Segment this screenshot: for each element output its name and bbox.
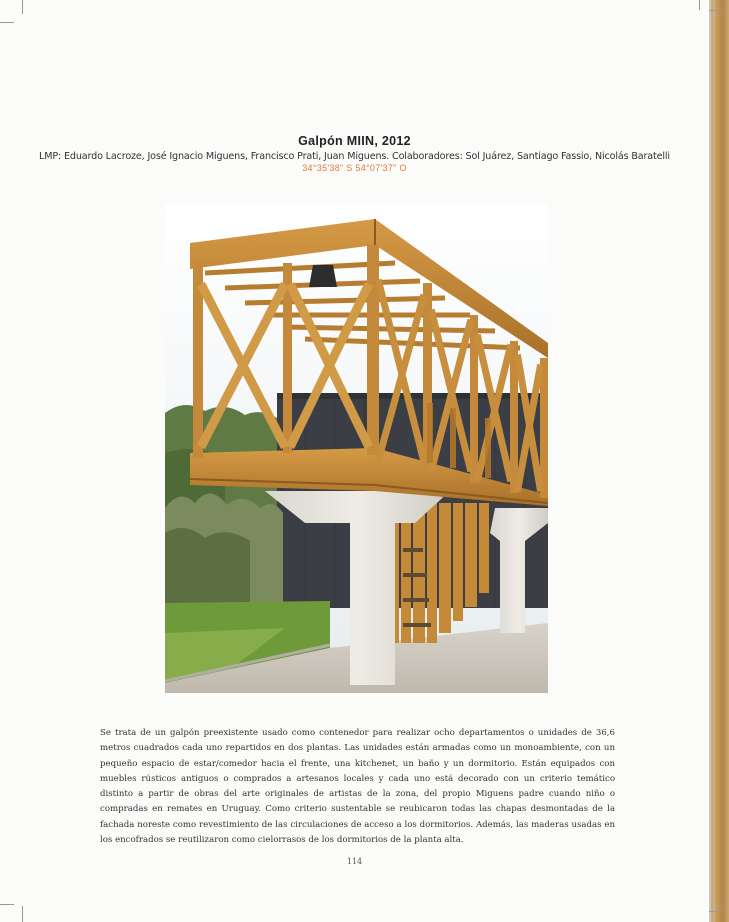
- project-credits: LMP: Eduardo Lacroze, José Ignacio Miguens, Francisco Prati, Juan Miguens. Colaboradores: Sol Juárez, Santiago Fassio, Nicolás Baratelli: [39, 151, 670, 162]
- crop-mark-top-left: [22, 0, 23, 14]
- crop-mark-bottom-right-h: [709, 911, 723, 912]
- crop-mark-bottom-left-h: [0, 904, 14, 905]
- project-coordinates: 34°35'38" S 54°07'37" O: [302, 163, 407, 173]
- building-photo: [165, 203, 548, 693]
- crop-mark-bottom-left: [22, 906, 23, 922]
- page-number: 114: [346, 857, 363, 866]
- crop-mark-top-right: [699, 0, 700, 10]
- description-paragraph: Se trata de un galpón preexistente usado como contenedor para realizar ocho departamentos o unidades de 36,6 metros cuadrados cada uno repartidos en dos plantas. Las unidades están armadas como un monoambiente, con un pequeño espacio de estar/comedor hacia el frente, una kitchenet, un baño y un dormitorio. Están equipados con muebles rústicos antiguos o comprados a artesanos locales y cada uno está decorado con un criterio temático distinto a partir de obras del arte originales de artistas de la zona, del propio Miguens padre cuando niño o compradas en remates en Uruguay. Como criterio sustentable se reubicaron todas las chapas desmontadas de la fachada noreste como revestimiento de las circulaciones de acceso a los dormitorios. Además, las maderas usadas en los encofrados se reutilizaron como cielorrasos de los dormitorios de la planta alta.: [100, 728, 615, 846]
- project-title: Galpón MIIN, 2012: [298, 134, 411, 148]
- crop-mark-top-right-h: [709, 10, 723, 11]
- wooden-structure-illustration: [165, 203, 548, 693]
- crop-mark-top-left-h: [0, 22, 14, 23]
- next-page-edge: [709, 0, 729, 922]
